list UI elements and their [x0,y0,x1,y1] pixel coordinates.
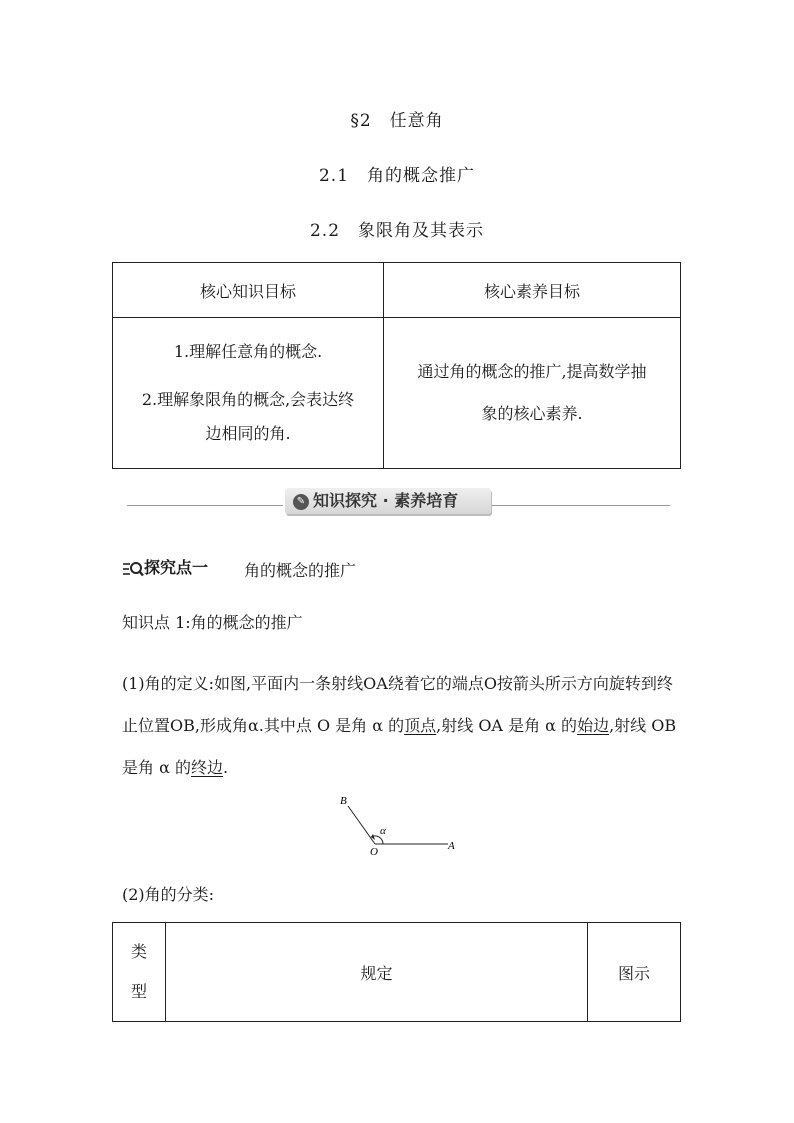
ray-ob [348,806,375,844]
type-head-char: 型 [130,982,147,1001]
label-b: B [340,795,347,807]
banner-pill [285,488,491,514]
definition-text: ,射线 OB 是角 α 的 [122,716,677,777]
types-head-type [113,923,166,1022]
definition-text: (1)角的定义:如图,平面内一条射线OA绕着它的端点O按箭头所示方向旋转到终止位置OB,形成角α.其中点 O 是角 α 的 [122,674,673,735]
banner-divider-right [492,505,670,506]
explore-heading [122,555,357,580]
goals-table [112,262,681,469]
definition-text: ,射线 OA 是角 α 的 [436,716,578,735]
banner-divider-left [127,505,283,506]
term-vertex: 顶点 [404,716,437,735]
types-head-diagram: 图示 [588,923,681,1022]
term-terminal-side: 终边 [190,758,223,777]
literacy-goal-line: 象的核心素养. [481,404,583,423]
label-alpha: α [380,825,386,837]
banner-label: 知识探究 · 素养培育 [313,491,459,510]
term-initial-side: 始边 [577,716,610,735]
literacy-goal-line: 通过角的概念的推广,提高数学抽 [417,362,647,381]
goals-head-literacy: 核心素养目标 [384,263,681,318]
knowledge-goal-line: 边相同的角. [205,424,291,443]
pencil-icon: ✎ [293,494,309,510]
explore-label: 探究点一 [144,558,209,577]
knowledge-goal-line: 1.理解任意角的概念. [173,342,323,361]
label-a: A [448,840,455,852]
angle-figure [330,788,470,858]
definition-text: . [223,758,229,777]
section-banner [127,486,670,516]
types-head-rule: 规定 [166,923,588,1022]
type-head-char: 类 [130,942,147,961]
knowledge-goals-cell [113,318,384,469]
angle-definition [122,663,687,789]
explore-topic: 角的概念的推广 [244,561,357,580]
subsection-title-2: 2.2 象限角及其表示 [309,221,485,241]
label-o: O [370,846,378,858]
literacy-goals-cell [384,318,681,469]
magnifier-icon [122,561,144,577]
section-title: §2 任意角 [350,111,444,131]
knowledge-point: 知识点 1:角的概念的推广 [122,613,303,632]
subsection-title-1: 2.1 角的概念推广 [318,166,476,186]
goals-head-knowledge: 核心知识目标 [113,263,384,318]
classification-heading: (2)角的分类: [122,885,215,904]
angle-types-table [112,922,681,1022]
knowledge-goal-line: 2.理解象限角的概念,会表达终 [141,390,355,409]
